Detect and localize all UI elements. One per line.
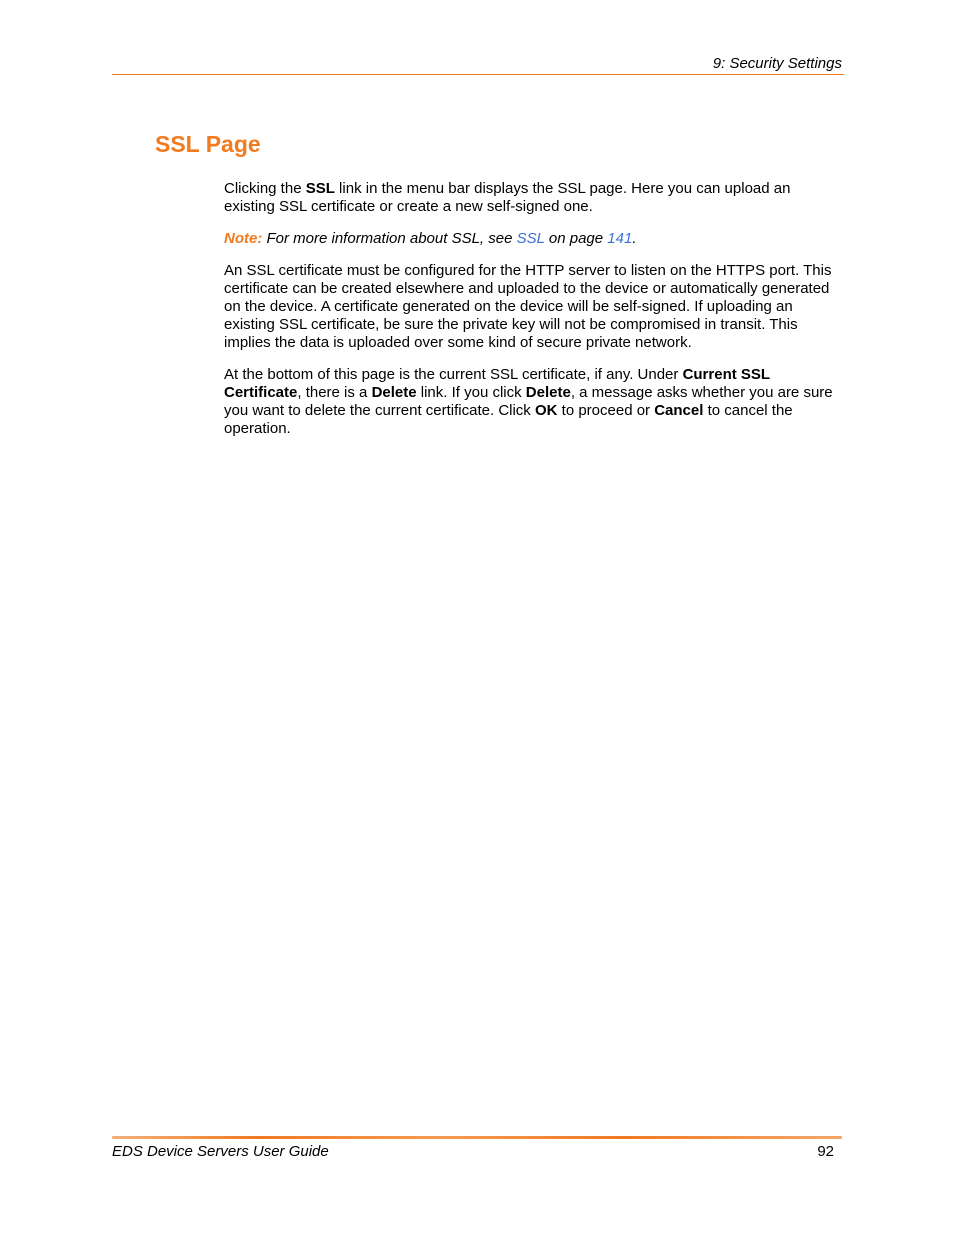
text-run: , there is a	[297, 384, 372, 401]
page-crossref-link[interactable]: 141	[607, 230, 633, 247]
text-run: on page	[544, 230, 608, 247]
footer-page-number: 92	[817, 1143, 834, 1160]
bold-term-current-ssl-certificate: Current SSL Certificate	[224, 366, 770, 401]
paragraph-delete	[224, 366, 844, 438]
text-run: For more information about SSL, see	[262, 230, 517, 247]
note-label: Note:	[224, 230, 263, 247]
text-run: to proceed or	[557, 402, 655, 419]
text-run: , a message asks whether you are sure you want to delete the current certificate. Click	[224, 384, 833, 419]
text-run: .	[632, 230, 637, 247]
bold-term-ok: OK	[534, 402, 558, 419]
ssl-crossref-link[interactable]: SSL	[516, 230, 545, 247]
text-run: link. If you click	[416, 384, 526, 401]
bold-term-delete: Delete	[371, 384, 417, 401]
bold-term-ssl: SSL	[305, 180, 335, 197]
footer-guide-title: EDS Device Servers User Guide	[112, 1143, 329, 1160]
text-run: Clicking the	[224, 180, 306, 197]
paragraph-intro	[224, 180, 844, 216]
paragraph-certificate: An SSL certificate must be configured for the HTTP server to listen on the HTTPS port. This certificate can be created elsewhere and uploaded to the device or automatically generated on the device. A certificate generated on the device will be self-signed. If uploading an existing SSL certificate, be sure the private key will not be compromised in transit. This implies the data is uploaded over some kind of secure private network.	[224, 262, 832, 351]
header-rule	[112, 74, 844, 75]
text-run: link in the menu bar displays the SSL page. Here you can upload an existing SSL certificate or create a new self-signed one.	[224, 180, 791, 215]
body-content	[224, 180, 844, 452]
note-paragraph	[224, 230, 844, 248]
bold-term-cancel: Cancel	[654, 402, 704, 419]
text-run: to cancel the operation.	[224, 402, 793, 437]
text-run: At the bottom of this page is the current SSL certificate, if any. Under	[224, 366, 683, 383]
footer-rule	[112, 1136, 842, 1139]
bold-term-delete: Delete	[525, 384, 571, 401]
running-header-chapter: 9: Security Settings	[712, 55, 842, 72]
section-heading: SSL Page	[155, 131, 261, 157]
